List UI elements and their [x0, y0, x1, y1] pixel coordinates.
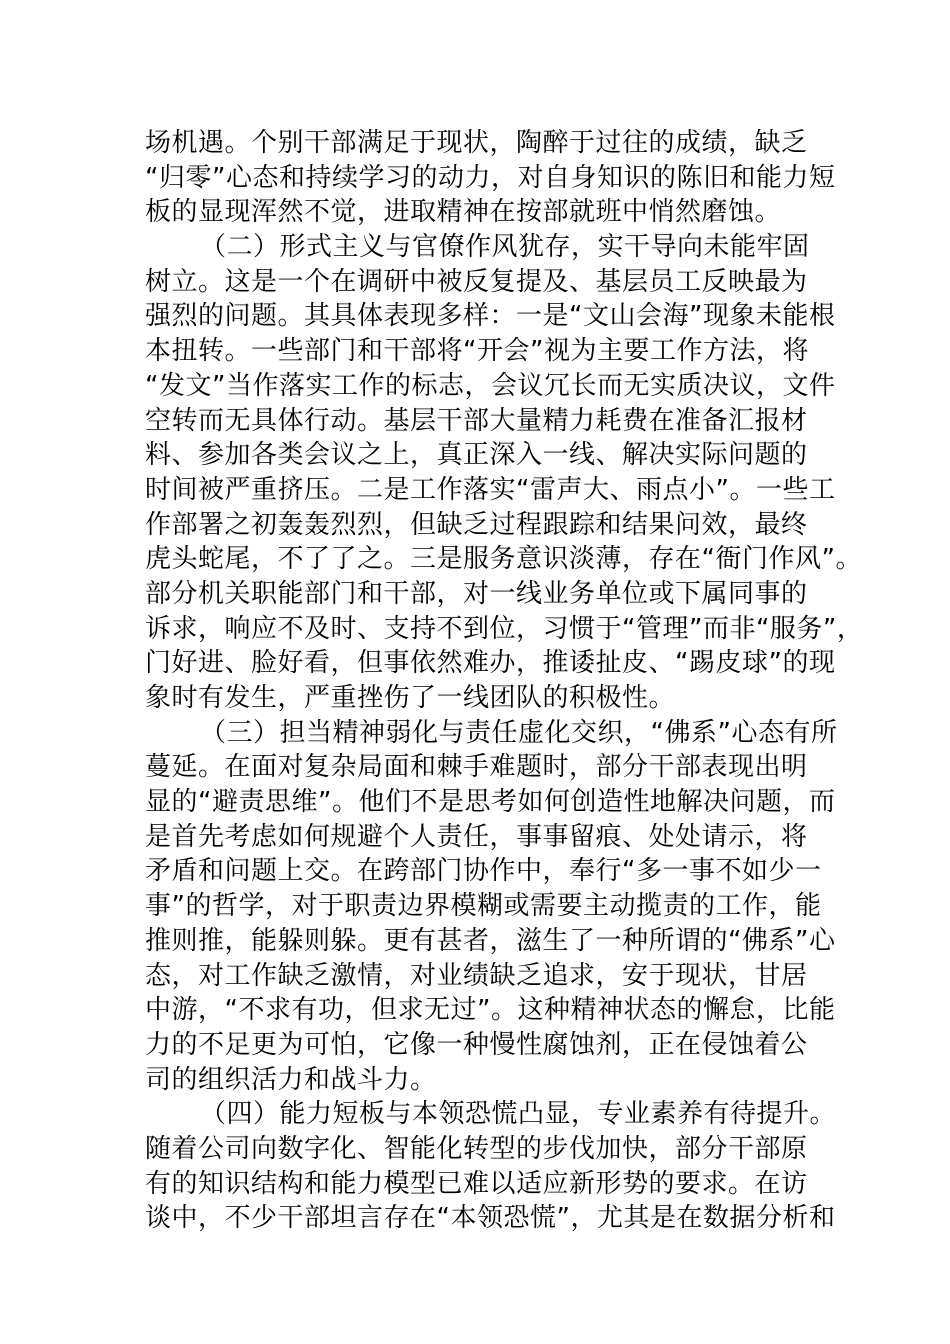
text-line: “归零”心态和持续学习的动力，对自身知识的陈旧和能力短: [145, 162, 836, 193]
text-line: 态，对工作缺乏激情，对业绩缺乏追求，安于现状，甘居: [145, 960, 808, 991]
document-body: [145, 126, 864, 1236]
text-line: “发文”当作落实工作的标志，会议冗长而无实质决议，文件: [145, 370, 836, 401]
section-heading-line: （三）担当精神弱化与责任虚化交织，“佛系”心态有所: [200, 717, 838, 748]
text-line: 时间被严重挤压。二是工作落实“雷声大、雨点小”。一些工: [145, 474, 836, 505]
text-line: 门好进、脸好看，但事依然难办，推诿扯皮、“踢皮球”的现: [145, 648, 836, 679]
text-line: 矛盾和问题上交。在跨部门协作中，奉行“多一事不如少一: [145, 856, 822, 887]
text-line: 强烈的问题。其具体表现多样：一是“文山会海”现象未能根: [145, 301, 836, 332]
text-line: 是首先考虑如何规避个人责任，事事留痕、处处请示，将: [145, 821, 808, 852]
text-line: 场机遇。个别干部满足于现状，陶醉于过往的成绩，缺乏: [145, 128, 808, 158]
text-line: 料、参加各类会议之上，真正深入一线、解决实际问题的: [145, 440, 808, 471]
text-line: 板的显现浑然不觉，进取精神在按部就班中悄然磨蚀。: [145, 197, 782, 228]
text-line: 象时有发生，严重挫伤了一线团队的积极性。: [145, 683, 676, 713]
text-line: 力的不足更为可怕，它像一种慢性腐蚀剂，正在侵蚀着公: [145, 1029, 808, 1060]
text-line: 司的组织活力和战斗力。: [145, 1064, 437, 1095]
text-line: 空转而无具体行动。基层干部大量精力耗费在准备汇报材: [145, 405, 808, 436]
text-line: 中游，“不求有功，但求无过”。这种精神状态的懈怠，比能: [145, 995, 836, 1026]
text-line: 事”的哲学，对于职责边界模糊或需要主动揽责的工作，能: [145, 891, 822, 922]
text-line: 虎头蛇尾，不了了之。三是服务意识淡薄，存在“衙门作风”。: [145, 544, 862, 575]
text-line: 树立。这是一个在调研中被反复提及、基层员工反映最为: [145, 266, 808, 297]
text-line: 有的知识结构和能力模型已难以适应新形势的要求。在访: [145, 1168, 808, 1199]
paragraph-capability: [145, 1097, 837, 1236]
paragraph-continuation: [145, 126, 836, 230]
text-line: 蔓延。在面对复杂局面和棘手难题时，部分干部表现出明: [145, 752, 808, 783]
section-heading-line: （四）能力短板与本领恐慌凸显，专业素养有待提升。: [200, 1099, 837, 1130]
text-line: 谈中，不少干部坦言存在“本领恐慌”，尤其是在数据分析和: [145, 1203, 836, 1234]
text-line: 本扭转。一些部门和干部将“开会”视为主要工作方法，将: [145, 336, 809, 367]
text-line: 作部署之初轰轰烈烈，但缺乏过程跟踪和结果问效，最终: [145, 509, 808, 540]
text-line: 推则推，能躲则躲。更有甚者，滋生了一种所谓的“佛系”心: [145, 925, 836, 956]
section-heading-line: （二）形式主义与官僚作风犹存，实干导向未能牢固: [200, 232, 810, 263]
text-line: 显的“避责思维”。他们不是思考如何创造性地解决问题，而: [145, 787, 836, 818]
text-line: 诉求，响应不及时、支持不到位，习惯于“管理”而非“服务”，: [145, 613, 864, 644]
paragraph-formalism: [145, 230, 864, 716]
text-line: 随着公司向数字化、智能化转型的步伐加快，部分干部原: [145, 1133, 808, 1164]
text-line: 部分机关职能部门和干部，对一线业务单位或下属同事的: [145, 578, 808, 609]
paragraph-responsibility: [145, 716, 838, 1098]
